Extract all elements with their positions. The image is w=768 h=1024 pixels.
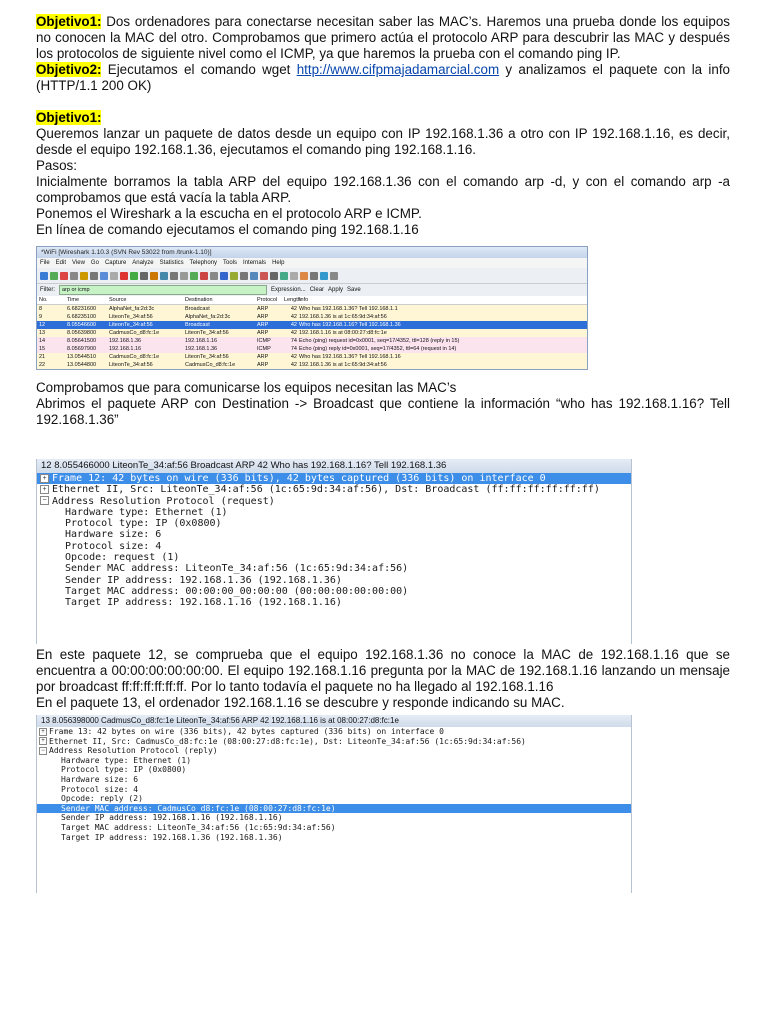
expand-icon[interactable]: + <box>39 728 47 736</box>
section2 <box>36 380 730 428</box>
toolbar-icon[interactable] <box>130 272 138 280</box>
objective1-intro <box>36 14 730 62</box>
toolbar <box>37 268 587 284</box>
packet-cell-no: 14 <box>39 338 46 344</box>
packet-list <box>37 305 587 369</box>
packet-cell-info: Echo (ping) reply id=0x0001, seq=17/4352, ttl=64 (request in 14) <box>299 346 457 352</box>
packet-cell-time: 13.0544510 <box>67 354 97 360</box>
packet-cell-proto: ARP <box>257 354 269 360</box>
packet-detail-13 <box>36 715 632 893</box>
packet-cell-time: 8.05639800 <box>67 330 97 336</box>
menu-item[interactable]: Tools <box>223 260 238 266</box>
objective2-intro <box>36 62 730 94</box>
packet-cell-time: 8.05697900 <box>67 346 97 352</box>
menu-item[interactable]: Help <box>272 260 285 266</box>
toolbar-icon[interactable] <box>280 272 288 280</box>
packet-cell-time: 13.0544800 <box>67 362 97 368</box>
packet-row[interactable] <box>37 313 587 321</box>
packet-list-header <box>37 296 587 305</box>
packet-row[interactable] <box>37 361 587 369</box>
packet-cell-info: 192.168.1.36 is at 1c:65:9d:34:af:56 <box>299 314 387 320</box>
toolbar-icon[interactable] <box>90 272 98 280</box>
packet-cell-len: 42 <box>290 362 297 368</box>
apply-button[interactable]: Apply <box>328 287 344 293</box>
packet-cell-len: 42 <box>290 306 297 312</box>
ethernet-line[interactable]: + Ethernet II, Src: CadmusCo_d8:fc:1e (08:00:27:d8:fc:1e), Dst: LiteonTe_34:af:56 (1c:65:9d:34:af:56) <box>37 737 631 747</box>
toolbar-icon[interactable] <box>120 272 128 280</box>
column-header[interactable]: Protocol <box>257 297 278 303</box>
arp-field[interactable]: Sender MAC address: CadmusCo_d8:fc:1e (08:00:27:d8:fc:1e) <box>37 804 631 814</box>
save-button[interactable]: Save <box>347 287 361 293</box>
wireshark-window <box>36 246 588 370</box>
packet-cell-time: 6.68235100 <box>67 314 97 320</box>
packet-cell-proto: ICMP <box>257 346 271 352</box>
section-heading: Objetivo1: <box>36 110 102 125</box>
column-header[interactable]: No. <box>39 297 48 303</box>
toolbar-icon[interactable] <box>290 272 298 280</box>
objective2-label: Objetivo2: <box>36 62 102 77</box>
packet-cell-len: 42 <box>290 354 297 360</box>
packet-detail-12 <box>36 459 632 644</box>
toolbar-icon[interactable] <box>70 272 78 280</box>
packet-cell-dst: Broadcast <box>185 306 210 312</box>
packet-cell-proto: ARP <box>257 322 269 328</box>
menu-item[interactable]: Edit <box>55 260 67 266</box>
packet-cell-info: Who has 192.168.1.16? Tell 192.168.1.36 <box>299 322 401 328</box>
packet-cell-src: CadmusCo_d8:fc:1e <box>109 330 160 336</box>
ethernet-line[interactable]: + Ethernet II, Src: LiteonTe_34:af:56 (1c:65:9d:34:af:56), Dst: Broadcast (ff:ff:ff:ff:ff:ff) <box>37 484 631 495</box>
expand-icon[interactable]: + <box>40 474 49 483</box>
packet-cell-no: 8 <box>39 306 43 312</box>
packet-row[interactable] <box>37 345 587 353</box>
arp-field[interactable]: Protocol type: IP (0x0800) <box>65 518 222 530</box>
toolbar-icon[interactable] <box>170 272 178 280</box>
arp-field[interactable]: Target MAC address: 00:00:00_00:00:00 (00:00:00:00:00:00) <box>65 585 409 597</box>
packet-cell-len: 74 <box>290 346 297 352</box>
packet-cell-proto: ARP <box>257 362 269 368</box>
packet-row[interactable] <box>37 329 587 337</box>
menu-item[interactable]: Internals <box>243 260 267 266</box>
toolbar-icon[interactable] <box>250 272 258 280</box>
packet-cell-proto: ARP <box>257 314 269 320</box>
toolbar-icon[interactable] <box>330 272 338 280</box>
packet-cell-len: 42 <box>290 322 297 328</box>
packet-cell-time: 6.68231600 <box>67 306 97 312</box>
packet-cell-src: CadmusCo_d8:fc:1e <box>109 354 160 360</box>
arp-line[interactable]: − Address Resolution Protocol (reply) <box>37 746 631 756</box>
toolbar-icon[interactable] <box>240 272 248 280</box>
packet-row[interactable] <box>37 337 587 345</box>
arp-field[interactable]: Protocol size: 4 <box>65 540 162 552</box>
packet-cell-dst: CadmusCo_d8:fc:1e <box>185 362 236 368</box>
menu-bar <box>37 258 587 268</box>
arp-field[interactable]: Target MAC address: LiteonTe_34:af:56 (1c:65:9d:34:af:56) <box>61 822 336 832</box>
arp-field[interactable]: Hardware type: Ethernet (1) <box>65 506 228 518</box>
section3 <box>36 647 730 711</box>
collapse-icon[interactable]: − <box>40 496 49 505</box>
packet-row[interactable] <box>37 321 587 329</box>
toolbar-icon[interactable] <box>100 272 108 280</box>
packet-cell-len: 74 <box>290 338 297 344</box>
arp-field[interactable]: Protocol type: IP (0x0800) <box>61 765 187 775</box>
packet-cell-info: Who has 192.168.1.36? Tell 192.168.1.1 <box>299 306 398 312</box>
arp-field[interactable]: Protocol size: 4 <box>61 784 139 794</box>
frame-line[interactable]: + Frame 13: 42 bytes on wire (336 bits), 42 bytes captured (336 bits) on interface 0 <box>37 727 631 737</box>
packet-cell-no: 21 <box>39 354 46 360</box>
paragraph: En línea de comando ejecutamos el comando ping 192.168.1.16 <box>36 222 419 237</box>
packet-cell-src: LiteonTe_34:af:56 <box>109 314 153 320</box>
url-link[interactable]: http://www.cifpmajadamarcial.com <box>296 62 500 77</box>
paragraph: Pasos: <box>36 158 77 173</box>
expand-icon[interactable]: + <box>40 485 49 494</box>
packet-cell-no: 12 <box>39 322 46 328</box>
packet-cell-dst: 192.168.1.16 <box>185 338 218 344</box>
packet-cell-dst: Broadcast <box>185 322 210 328</box>
menu-item[interactable]: File <box>40 260 50 266</box>
packet-cell-time: 8.05546600 <box>67 322 97 328</box>
toolbar-icon[interactable] <box>300 272 308 280</box>
packet-cell-src: LiteonTe_34:af:56 <box>109 322 153 328</box>
toolbar-icon[interactable] <box>60 272 68 280</box>
paragraph: Abrimos el paquete ARP con Destination -> Broadcast que contiene la información “who has 192.168.1.16? Tell 192.168.1.36” <box>36 396 730 427</box>
column-header[interactable]: Destination <box>185 297 213 303</box>
packet-cell-src: LiteonTe_34:af:56 <box>109 362 153 368</box>
arp-field[interactable]: Opcode: request (1) <box>65 552 180 564</box>
toolbar-icon[interactable] <box>140 272 148 280</box>
arp-field[interactable]: Target IP address: 192.168.1.16 (192.168.1.16) <box>65 597 342 609</box>
column-header[interactable]: Info <box>299 297 309 303</box>
window-title: *WiFi [Wireshark 1.10.3 (SVN Rev 53022 from /trunk-1.10)] <box>37 247 587 258</box>
arp-field[interactable]: Target IP address: 192.168.1.36 (192.168.1.36) <box>61 832 283 842</box>
packet-cell-proto: ARP <box>257 330 269 336</box>
clear-button[interactable]: Clear <box>309 287 325 293</box>
paragraph: En el paquete 13, el ordenador 192.168.1.16 se descubre y responde indicando su MAC. <box>36 695 565 710</box>
column-header[interactable]: Length <box>284 297 301 303</box>
objective2-text-after: y analizamos el paquete con la info (HTTP/1.1 200 OK) <box>36 62 730 93</box>
column-header[interactable]: Source <box>109 297 127 303</box>
toolbar-icon[interactable] <box>270 272 278 280</box>
menu-item[interactable]: Analyze <box>132 260 154 266</box>
toolbar-icon[interactable] <box>260 272 268 280</box>
paragraph: En este paquete 12, se comprueba que el equipo 192.168.1.36 no conoce la MAC de 192.168.1.16 que se encuentra a 00:00:00:00:00:00. El equipo 192.168.1.16 pregunta por la MAC de 192.168.1.16 lanzando un mensaje por broadcast ff:ff:ff:ff:ff:ff. Por lo tanto todavía el paquete no ha llegado al 192.168.1.16 <box>36 647 730 694</box>
packet-cell-proto: ARP <box>257 306 269 312</box>
toolbar-icon[interactable] <box>310 272 318 280</box>
packet-cell-src: 192.168.1.16 <box>109 346 142 352</box>
packet-cell-dst: AlphaNet_fa:2d:3c <box>185 314 231 320</box>
packet-cell-dst: LiteonTe_34:af:56 <box>185 354 229 360</box>
paragraph: Ponemos el Wireshark a la escucha en el protocolo ARP e ICMP. <box>36 206 422 221</box>
arp-field[interactable]: Opcode: reply (2) <box>61 794 143 804</box>
menu-item[interactable]: Statistics <box>159 260 184 266</box>
menu-item[interactable]: Telephony <box>189 260 218 266</box>
document-page <box>36 14 730 238</box>
toolbar-icon[interactable] <box>180 272 188 280</box>
packet-row[interactable] <box>37 353 587 361</box>
paragraph: Queremos lanzar un paquete de datos desde un equipo con IP 192.168.1.36 a otro con IP 192.168.1.16, es decir, desde el equipo 192.168.1.36, ejecutamos el comando ping 192.168.1.16. <box>36 126 730 157</box>
arp-field[interactable]: Hardware size: 6 <box>61 774 139 784</box>
filter-label: Filter: <box>40 287 55 293</box>
arp-field[interactable]: Hardware type: Ethernet (1) <box>61 755 192 765</box>
arp-field[interactable]: Sender IP address: 192.168.1.36 (192.168.1.36) <box>65 574 342 586</box>
menu-item[interactable]: View <box>72 260 85 266</box>
packet-cell-len: 42 <box>290 330 297 336</box>
filter-input[interactable]: arp or icmp <box>59 285 267 295</box>
packet-detail-title: 12 8.055466000 LiteonTe_34:af:56 Broadcast ARP 42 Who has 192.168.1.16? Tell 192.168.1.36 <box>37 459 631 473</box>
paragraph: Comprobamos que para comunicarse los equipos necesitan las MAC’s <box>36 380 457 395</box>
packet-detail-title: 13 8.056398000 CadmusCo_d8:fc:1e LiteonTe_34:af:56 ARP 42 192.168.1.16 is at 08:00:27:d8:fc:1e <box>37 715 631 727</box>
toolbar-icon[interactable] <box>320 272 328 280</box>
menu-item[interactable]: Capture <box>104 260 127 266</box>
packet-cell-src: 192.168.1.36 <box>109 338 142 344</box>
filter-bar <box>37 284 587 296</box>
packet-cell-no: 9 <box>39 314 43 320</box>
toolbar-icon[interactable] <box>190 272 198 280</box>
packet-cell-no: 13 <box>39 330 46 336</box>
arp-field[interactable]: Sender MAC address: LiteonTe_34:af:56 (1c:65:9d:34:af:56) <box>65 563 409 575</box>
packet-cell-len: 42 <box>290 314 297 320</box>
collapse-icon[interactable]: − <box>39 747 47 755</box>
arp-field[interactable]: Hardware size: 6 <box>65 529 162 541</box>
menu-item[interactable]: Go <box>90 260 99 266</box>
toolbar-icon[interactable] <box>110 272 118 280</box>
packet-cell-src: AlphaNet_fa:2d:3c <box>109 306 155 312</box>
toolbar-icon[interactable] <box>210 272 218 280</box>
packet-cell-info: Who has 192.168.1.36? Tell 192.168.1.16 <box>299 354 401 360</box>
objective1-text: Dos ordenadores para conectarse necesitan saber las MAC’s. Haremos una prueba donde los equipos no conocen la MAC del otro. Comprobamos que primero actúa el protocolo ARP para descubrir las MAC y después los protocolos de siguiente nivel como el ICMP, ya que haremos la prueba con el comando ping IP. <box>36 14 730 61</box>
toolbar-icon[interactable] <box>50 272 58 280</box>
toolbar-icon[interactable] <box>220 272 228 280</box>
packet-cell-info: 192.168.1.36 is at 1c:65:9d:34:af:56 <box>299 362 387 368</box>
packet-cell-time: 8.05641500 <box>67 338 97 344</box>
toolbar-icon[interactable] <box>230 272 238 280</box>
arp-field[interactable]: Sender IP address: 192.168.1.16 (192.168.1.16) <box>61 813 283 823</box>
expand-icon[interactable]: + <box>39 737 47 745</box>
toolbar-icon[interactable] <box>160 272 168 280</box>
toolbar-icon[interactable] <box>40 272 48 280</box>
packet-row[interactable] <box>37 305 587 313</box>
packet-cell-dst: 192.168.1.36 <box>185 346 218 352</box>
paragraph: Inicialmente borramos la tabla ARP del equipo 192.168.1.36 con el comando arp -d, y con el comando arp -a comprobamos que está vacía la tabla ARP. <box>36 174 730 205</box>
arp-line[interactable]: − Address Resolution Protocol (request) <box>37 496 631 507</box>
column-header[interactable]: Time <box>67 297 80 303</box>
expression-button[interactable]: Expression... <box>271 287 306 293</box>
packet-cell-dst: LiteonTe_34:af:56 <box>185 330 229 336</box>
packet-cell-no: 15 <box>39 346 46 352</box>
packet-cell-info: 192.168.1.16 is at 08:00:27:d8:fc:1e <box>299 330 387 336</box>
toolbar-icon[interactable] <box>200 272 208 280</box>
objective1-label: Objetivo1: <box>36 14 102 29</box>
objective2-text-before: Ejecutamos el comando wget <box>101 62 297 77</box>
toolbar-icon[interactable] <box>150 272 158 280</box>
toolbar-icon[interactable] <box>80 272 88 280</box>
packet-cell-no: 22 <box>39 362 46 368</box>
packet-cell-info: Echo (ping) request id=0x0001, seq=17/4352, ttl=128 (reply in 15) <box>299 338 460 344</box>
frame-line[interactable]: + Frame 12: 42 bytes on wire (336 bits), 42 bytes captured (336 bits) on interface 0 <box>37 473 631 484</box>
packet-cell-proto: ICMP <box>257 338 271 344</box>
